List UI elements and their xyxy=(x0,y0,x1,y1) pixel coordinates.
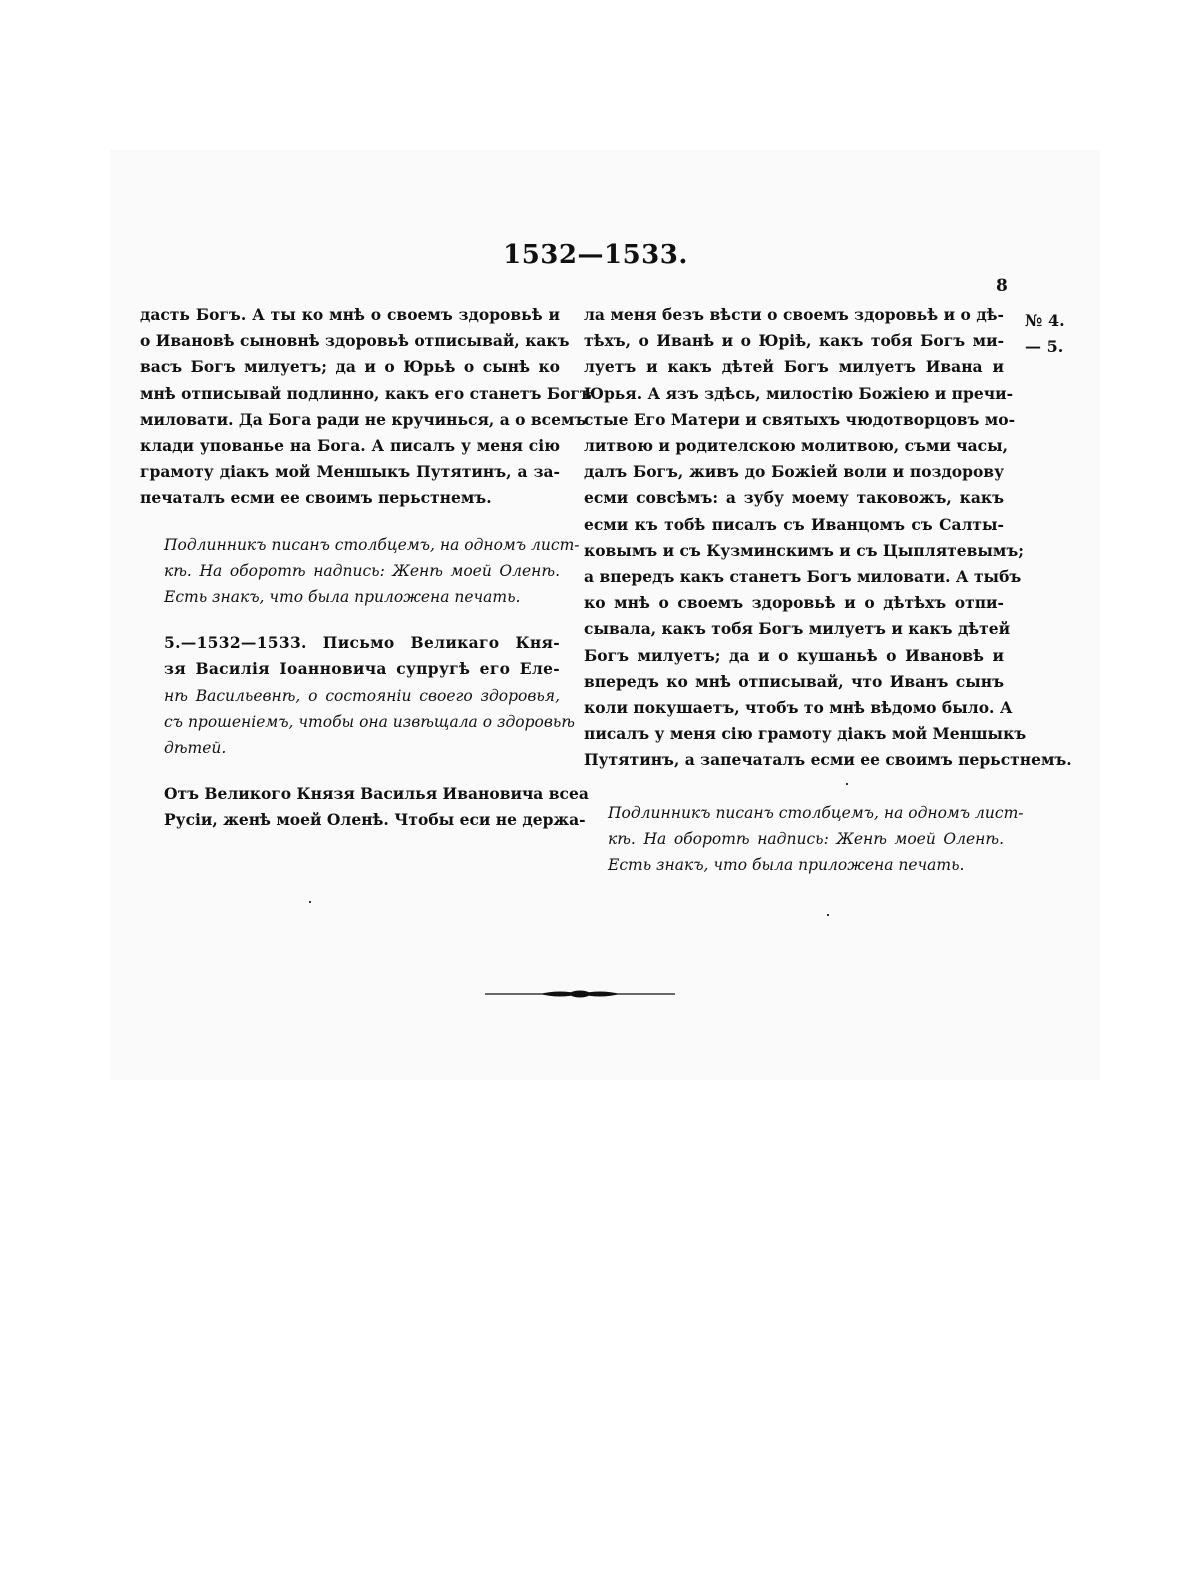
text-line: далъ Богъ, живъ до Божіей воли и поздорову xyxy=(584,462,1004,482)
text-line: Есть знакъ, что была приложена печать. xyxy=(608,856,965,875)
letter-opening-paragraph xyxy=(140,781,589,833)
document-number-range xyxy=(1025,308,1065,360)
original-note xyxy=(584,800,1024,879)
text-line: кѣ. На оборотѣ надпись: Женѣ моей Оленѣ. xyxy=(608,829,1004,848)
entry-heading xyxy=(140,630,575,761)
text-line: кѣ. На оборотѣ надпись: Женѣ моей Оленѣ. xyxy=(164,561,560,580)
text-line: Отъ Великого Князя Василья Ивановича всеа xyxy=(164,784,589,804)
text-line: дасть Богъ. А ты ко мнѣ о своемъ здоровьѣ и xyxy=(140,305,560,324)
scan-speck xyxy=(846,783,848,785)
text-line: ла меня безъ вѣсти о своемъ здоровьѣ и о дѣ- xyxy=(584,305,1004,324)
left-column xyxy=(140,302,592,834)
text-line: а впередъ какъ станетъ Богъ миловати. А тыбъ xyxy=(584,567,1022,587)
text-line: дѣтей. xyxy=(164,739,227,758)
text-line: коли покушаетъ, чтобъ то мнѣ вѣдомо было. А xyxy=(584,698,1013,718)
text-line: Юрья. А язъ здѣсь, милостію Божіею и пречи- xyxy=(584,383,1014,403)
text-line: луетъ и какъ дѣтей Богъ милуетъ Ивана и xyxy=(584,357,1004,377)
text-line: Путятинъ, а запечаталъ есми ее своимъ перьстнемъ. xyxy=(584,750,1072,770)
text-line: мнѣ отписывай подлинно, какъ его станетъ Богъ xyxy=(140,383,592,403)
text-line: миловати. Да Бога ради не кручинься, а о всемъ xyxy=(140,409,587,429)
year-header: 1532—1533. xyxy=(503,240,688,270)
text-line: сывала, какъ тобя Богъ милуетъ и какъ дѣтей xyxy=(584,619,1011,639)
doc-number-start: № 4. xyxy=(1025,311,1065,330)
original-note xyxy=(140,532,580,611)
text-line: грамоту діакъ мой Меншыкъ Путятинъ, а за- xyxy=(140,462,560,482)
text-line: о Ивановѣ сыновнѣ здоровьѣ отписывай, какъ xyxy=(140,331,570,351)
text-line: Богъ милуетъ; да и о кушаньѣ о Ивановѣ и xyxy=(584,645,1004,665)
scan-speck xyxy=(309,901,311,903)
text-line: нѣ Васильевнѣ, о состояніи своего здоровья, xyxy=(164,686,560,705)
page-number: 8 xyxy=(996,276,1008,296)
text-line: печаталъ есми ее своимъ перьстнемъ. xyxy=(140,488,492,508)
doc-number-end: — 5. xyxy=(1025,337,1064,356)
text-line: впередъ ко мнѣ отписывай, что Иванъ сынъ xyxy=(584,671,1004,691)
text-line: тѣхъ, о Иванѣ и о Юріѣ, какъ тобя Богъ ми- xyxy=(584,331,1004,351)
letter-continuation-paragraph xyxy=(140,302,592,512)
text-line: Русіи, женѣ моей Оленѣ. Чтобы еси не держа- xyxy=(164,810,586,830)
text-line: писалъ у меня сію грамоту діакъ мой Меншыкъ xyxy=(584,724,1027,744)
text-line: есми совсѣмъ: а зубу моему таковожъ, какъ xyxy=(584,488,1004,508)
text-line: клади упованье на Бога. А писалъ у меня сію xyxy=(140,436,560,456)
scan-speck xyxy=(827,914,829,916)
text-line: есми къ тобѣ писалъ съ Иванцомъ съ Салты- xyxy=(584,514,1004,534)
text-line: 5.—1532—1533. Письмо Великаго Кня- xyxy=(164,633,560,653)
text-line: Подлинникъ писанъ столбцемъ, на одномъ лист- xyxy=(608,803,1024,822)
ornamental-divider xyxy=(485,984,675,1004)
text-line: Есть знакъ, что была приложена печать. xyxy=(164,588,521,607)
text-line: литвою и родителскою молитвою, съми часы, xyxy=(584,436,1009,456)
text-line: васъ Богъ милуетъ; да и о Юрьѣ о сынѣ ко xyxy=(140,357,560,377)
text-line: ко мнѣ о своемъ здоровьѣ и о дѣтѣхъ отпи- xyxy=(584,593,1004,613)
text-line: зя Василія Іоанновича супругѣ его Еле- xyxy=(164,659,560,679)
text-line: стые Его Матери и святыхъ чюдотворцовъ мо- xyxy=(584,409,1016,429)
text-line: Подлинникъ писанъ столбцемъ, на одномъ лист- xyxy=(164,535,580,554)
text-line: съ прошеніемъ, чтобы она извѣщала о здоровьѣ xyxy=(164,712,575,731)
text-line: ковымъ и съ Кузминскимъ и съ Цыплятевымъ; xyxy=(584,540,1025,560)
